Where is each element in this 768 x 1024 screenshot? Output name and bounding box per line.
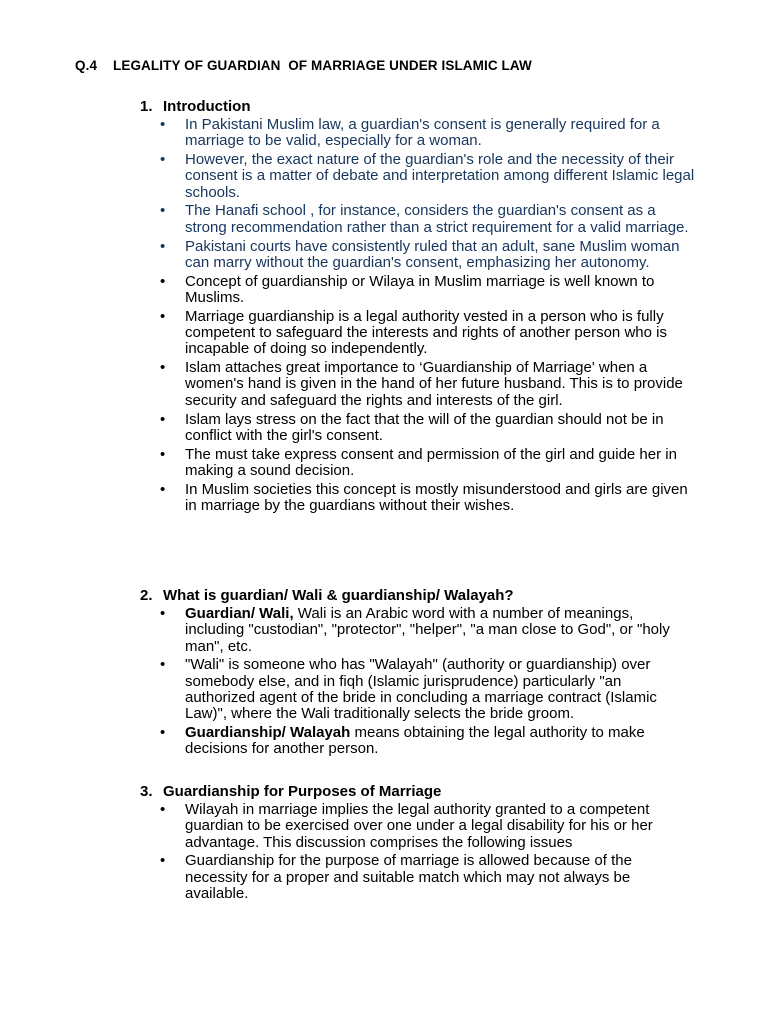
section-guardianship-marriage <box>140 783 740 905</box>
list-item <box>140 657 695 722</box>
bullet-icon: • <box>160 202 166 220</box>
section-heading <box>140 587 740 604</box>
title-text: LEGALITY OF GUARDIAN OF MARRIAGE UNDER ISLAMIC LAW <box>113 58 532 73</box>
section-number: 1. <box>140 98 153 115</box>
bullet-text: Wali is an Arabic word with a number of meanings, including "custodian", "protector", "helper", "a man close to God", or "holy man", etc. <box>185 605 670 655</box>
list-item <box>140 309 695 358</box>
list-item <box>140 274 695 307</box>
section-number: 3. <box>140 783 153 800</box>
bullet-icon: • <box>160 237 166 255</box>
bullet-text: The Hanafi school , for instance, considers the guardian's consent as a strong recommendation rather than a strict requirement for a valid marriage. <box>185 202 689 236</box>
bullet-text: Marriage guardianship is a legal authority vested in a person who is fully competent to safeguard the interests and rights of another person who is incapable of doing so independently. <box>185 307 667 358</box>
bullet-icon: • <box>160 307 166 325</box>
question-number: Q.4 <box>75 58 98 73</box>
bullet-list <box>140 117 740 514</box>
list-item <box>140 239 695 272</box>
bullet-text: Guardianship for the purpose of marriage is allowed because of the necessity for a proper and suitable match which may not always be available. <box>185 852 632 902</box>
bullet-icon: • <box>160 605 166 622</box>
document-title <box>75 58 532 73</box>
section-title: Introduction <box>163 98 251 115</box>
bullet-text: However, the exact nature of the guardian's role and the necessity of their consent is a matter of debate and interpretation among different Islamic legal schools. <box>185 151 695 201</box>
bullet-text: Islam attaches great importance to ‘Guardianship of Marriage' when a women's hand is given in the hand of her future husband. This is to provide security and safeguard the rights and interests of the girl. <box>185 359 683 409</box>
list-item <box>140 802 695 851</box>
list-item <box>140 447 695 480</box>
section-heading <box>140 783 740 800</box>
list-item <box>140 725 695 758</box>
bullet-icon: • <box>160 724 166 742</box>
bullet-text: Concept of guardianship or Wilaya in Muslim marriage is well known to Muslims. <box>185 272 655 306</box>
bullet-text: Wilayah in marriage implies the legal authority granted to a competent guardian to be exercised over one under a legal disability for his or her advantage. This discussion comprises the following issues <box>185 801 653 851</box>
section-heading <box>140 98 740 115</box>
bullet-text: "Wali" is someone who has "Walayah" (authority or guardianship) over somebody else, and in fiqh (Islamic jurisprudence) particularly "an authorized agent of the bride in concluding a marriage contract (Islamic Law)", where the Wali traditionally selects the bride groom. <box>185 656 657 723</box>
bullet-icon: • <box>160 801 166 818</box>
bullet-list <box>140 606 740 758</box>
list-item <box>140 117 695 150</box>
list-item <box>140 853 695 902</box>
bullet-text: Pakistani courts have consistently ruled that an adult, sane Muslim woman can marry without the guardian's consent, emphasizing her autonomy. <box>185 237 680 271</box>
list-item <box>140 412 695 445</box>
list-item <box>140 152 695 201</box>
bullet-text: In Muslim societies this concept is mostly misunderstood and girls are given in marriage by the guardians without their wishes. <box>185 480 688 515</box>
section-number: 2. <box>140 587 153 604</box>
bullet-text: In Pakistani Muslim law, a guardian's consent is generally required for a marriage to be valid, especially for a woman. <box>185 116 660 150</box>
bullet-icon: • <box>160 116 166 133</box>
list-item <box>140 203 695 236</box>
list-item <box>140 482 695 515</box>
bullet-icon: • <box>160 445 166 463</box>
section-introduction <box>140 98 740 517</box>
bullet-term: Guardian/ Wali, <box>185 605 294 622</box>
section-title: What is guardian/ Wali & guardianship/ Walayah? <box>163 587 514 604</box>
list-item <box>140 606 695 655</box>
bullet-icon: • <box>160 410 166 428</box>
bullet-icon: • <box>160 359 166 377</box>
bullet-icon: • <box>160 151 166 169</box>
section-title: Guardianship for Purposes of Marriage <box>163 783 442 800</box>
bullet-icon: • <box>160 852 166 870</box>
bullet-text: The must take express consent and permission of the girl and guide her in making a sound decision. <box>185 445 677 479</box>
bullet-icon: • <box>160 272 166 290</box>
bullet-term: Guardianship/ Walayah <box>185 724 351 742</box>
bullet-text: means obtaining the legal authority to make decisions for another person. <box>185 724 645 758</box>
bullet-icon: • <box>160 656 166 674</box>
bullet-icon: • <box>160 480 166 498</box>
bullet-text: Islam lays stress on the fact that the will of the guardian should not be in conflict with the girl's consent. <box>185 410 664 444</box>
list-item <box>140 360 695 409</box>
section-guardian-definition <box>140 587 740 760</box>
bullet-list <box>140 802 740 902</box>
